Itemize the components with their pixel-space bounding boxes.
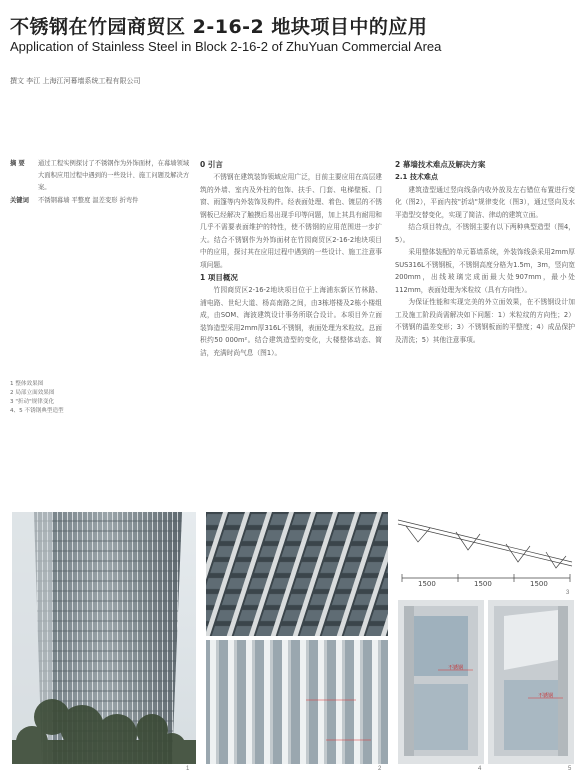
caption-1: 1 整体效果图 xyxy=(10,381,44,387)
detail-label-2: 不锈钢 xyxy=(538,693,554,699)
author-line: 撰文 李江 上海江河幕墙系统工程有限公司 xyxy=(10,77,141,85)
keywords xyxy=(10,195,190,207)
figure-1-tower-photo xyxy=(12,512,196,764)
detail-label-1: 不锈钢 xyxy=(448,665,464,671)
paragraph-2: 结合项目特点，不锈钢主要有以下两种典型造型（图4，5）。 xyxy=(395,223,575,244)
caption-3: 3 "折动"规律变化 xyxy=(10,399,55,405)
paragraph-1: 建筑造型通过竖向线条内收外放及左右错位布置进行变化（图2），平面内按"折动"规律变化（图3），通过竖向及水平造型交替变化，实现了简洁、律动的建筑立面。 xyxy=(395,185,575,219)
caption-2: 2 局部立面效果图 xyxy=(10,390,55,396)
keywords-label: 关键词 xyxy=(10,196,29,204)
figure-5-render xyxy=(488,600,574,764)
paragraph-introduction: 不锈钢在建筑装饰领域应用广泛，目前主要应用在高层建筑的外墙、室内及外柱的包饰、扶手、门套、电梯壁板、门窗、雨篷等内外装饰及构件。经表面处理、着色、镀层的不锈钢板已经解决了触摸后易出现手印等问题，加上其具有耐用和几乎不需要表面维护的特性，使不锈钢的应用范围进一步扩大。结合不锈钢作为外饰面材在竹园商贸区2-16-2地块项目中的应用，探讨其在应用过程中遇到的一些设计、施工注意事项问题。 xyxy=(200,173,382,269)
dimension-1: 1500 xyxy=(418,580,436,588)
abstract xyxy=(10,158,190,195)
figure-2-facade-bottom-photo xyxy=(206,640,388,764)
figure-number-1: 1 xyxy=(186,766,190,772)
figure-4-render xyxy=(398,600,484,764)
figure-number-3: 3 xyxy=(566,590,570,596)
figure-number-5: 5 xyxy=(568,766,572,772)
body-column-right xyxy=(395,158,575,346)
figure-number-2: 2 xyxy=(378,766,382,772)
page-title: 不锈钢在竹园商贸区 2-16-2 地块项目中的应用 xyxy=(10,16,428,38)
abstract-block xyxy=(10,158,190,207)
abstract-label: 摘 要 xyxy=(10,160,25,167)
paragraph-3: 采用整体装配的单元幕墙系统，外装饰线条采用2mm厚SUS316L不锈钢板，不锈钢高度分格为1.5m，3m，竖向宽200mm，出线玻璃完成面最大处907mm，最小处112mm，表面处理为米粒纹（具有方向性）。 xyxy=(395,248,575,294)
caption-4-5: 4、5 不锈钢典型造型 xyxy=(10,408,64,414)
heading-difficulties: 2.1 技术难点 xyxy=(395,173,438,181)
heading-overview: 1 项目概况 xyxy=(200,273,238,282)
dimension-2: 1500 xyxy=(474,580,492,588)
figure-number-4: 4 xyxy=(478,766,482,772)
dimension-3: 1500 xyxy=(530,580,548,588)
figure-captions xyxy=(10,380,130,416)
heading-technical: 2 幕墙技术难点及解决方案 xyxy=(395,160,486,169)
heading-introduction: 0 引言 xyxy=(200,160,223,169)
body-column-middle xyxy=(200,158,382,359)
keywords-text: 不锈钢幕墙 平整度 温差变形 折弯件 xyxy=(38,196,139,204)
figure-2-facade-top-photo xyxy=(206,512,388,636)
paragraph-4: 为保证性能和实现完美的外立面效果，在不锈钢设计加工及施工阶段尚需解决如下问题：1）米粒纹的方向性；2）不锈钢的温差变形；3）不锈钢板面的平整度；4）成品保护及清洗；5）其他注意事项。 xyxy=(395,298,575,344)
abstract-text: 通过工程实例探讨了不锈钢作为外饰面材，在幕墙领域大面积应用过程中遇到的一些设计、施工问题及解决方案。 xyxy=(38,160,190,192)
paragraph-overview: 竹园商贸区2-16-2地块项目位于上海浦东新区竹林路、浦电路、世纪大道、杨高南路之间，由3栋塔楼及2栋小楼组成，由SOM、海波建筑设计事务所联合设计。本项目外立面装饰造型采用2mm厚316L不锈钢，表面处理为米粒纹。总面积约50 000m²。结合建筑造型的变化，大楼整体动态、简洁，充满时尚气息（图1）。 xyxy=(200,286,382,357)
page-subtitle: Application of Stainless Steel in Block 2-16-2 of ZhuYuan Commercial Area xyxy=(10,39,442,54)
figure-3-plan-diagram xyxy=(396,512,574,592)
